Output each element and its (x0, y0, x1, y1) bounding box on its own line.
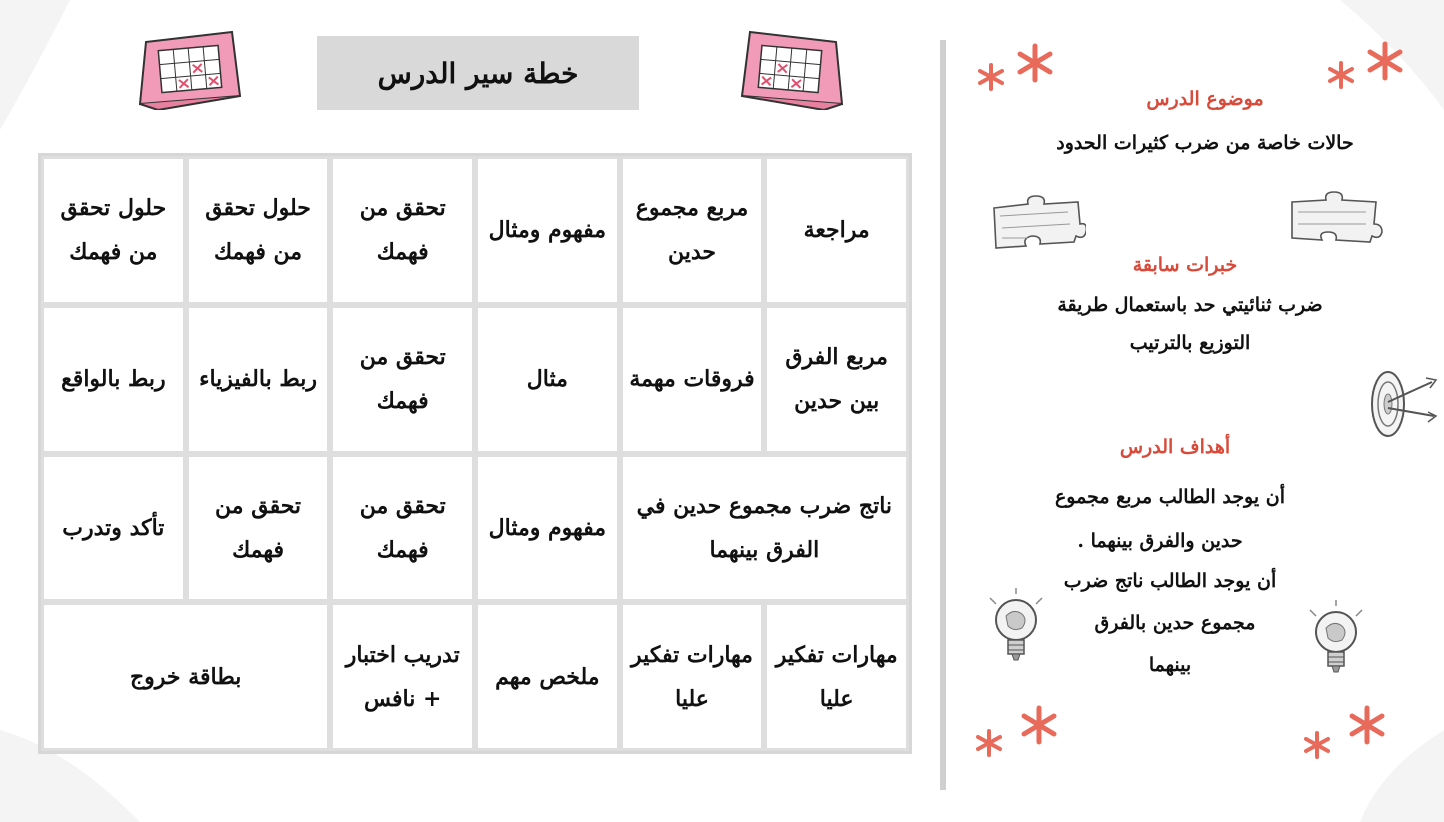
goal-line: بينهما (1148, 654, 1192, 676)
prior-knowledge-line: التوزيع بالترتيب (1129, 332, 1251, 354)
goal-line: حدين والفرق بينهما . (1077, 530, 1243, 552)
table-cell: مفهوم ومثال (475, 454, 620, 603)
calendar-icon (738, 26, 846, 110)
table-row (41, 602, 909, 751)
column-divider (940, 40, 946, 790)
star-icon (1364, 40, 1406, 82)
topic-title: موضوع الدرس (1146, 88, 1264, 110)
table-cell: تحقق من فهمك (330, 454, 475, 603)
star-icon (976, 62, 1006, 92)
star-icon (974, 728, 1004, 758)
table-cell: تأكد وتدرب (41, 454, 186, 603)
goal-line: أن يوجد الطالب مربع مجموع (1054, 486, 1286, 508)
table-cell: مربع الفرق بين حدين (764, 305, 909, 454)
puzzle-icon (1286, 190, 1384, 246)
prior-knowledge-line: ضرب ثنائيتي حد باستعمال طريقة (1057, 294, 1323, 316)
table-cell: مثال (475, 305, 620, 454)
lesson-plan-title: خطة سير الدرس (317, 36, 639, 110)
table-cell: تحقق من فهمك (330, 305, 475, 454)
table-row (41, 156, 909, 305)
table-cell: مفهوم ومثال (475, 156, 620, 305)
target-icon (1366, 368, 1438, 440)
prior-knowledge-title: خبرات سابقة (1132, 254, 1238, 276)
calendar-icon (136, 26, 244, 110)
table-cell: فروقات مهمة (620, 305, 765, 454)
table-cell: ربط بالفيزياء (186, 305, 331, 454)
topic-text: حالات خاصة من ضرب كثيرات الحدود (1056, 132, 1354, 154)
table-cell: مهارات تفكير عليا (764, 602, 909, 751)
puzzle-icon (988, 194, 1086, 250)
table-cell: ملخص مهم (475, 602, 620, 751)
lightbulb-icon (1304, 600, 1368, 680)
table-cell: تحقق من فهمك (330, 156, 475, 305)
star-icon (1302, 730, 1332, 760)
table-cell: حلول تحقق من فهمك (186, 156, 331, 305)
table-cell: مهارات تفكير عليا (620, 602, 765, 751)
goals-title: أهداف الدرس (1119, 436, 1231, 458)
background-leaf-top-left (0, 0, 120, 140)
table-row (41, 454, 909, 603)
star-icon (1346, 704, 1388, 746)
star-icon (1018, 704, 1060, 746)
goal-line: مجموع حدين بالفرق (1094, 612, 1256, 634)
table-cell: تحقق من فهمك (186, 454, 331, 603)
star-icon (1326, 60, 1356, 90)
star-icon (1014, 42, 1056, 84)
lightbulb-icon (984, 588, 1048, 668)
lesson-plan-table (38, 153, 912, 754)
table-cell: ربط بالواقع (41, 305, 186, 454)
table-row (41, 305, 909, 454)
table-cell: تدريب اختبار + نافس (330, 602, 475, 751)
goal-line: أن يوجد الطالب ناتج ضرب (1063, 570, 1277, 592)
table-cell: ناتج ضرب مجموع حدين في الفرق بينهما (620, 454, 909, 603)
table-cell: مربع مجموع حدين (620, 156, 765, 305)
table-cell: حلول تحقق من فهمك (41, 156, 186, 305)
table-cell: بطاقة خروج (41, 602, 330, 751)
table-cell: مراجعة (764, 156, 909, 305)
